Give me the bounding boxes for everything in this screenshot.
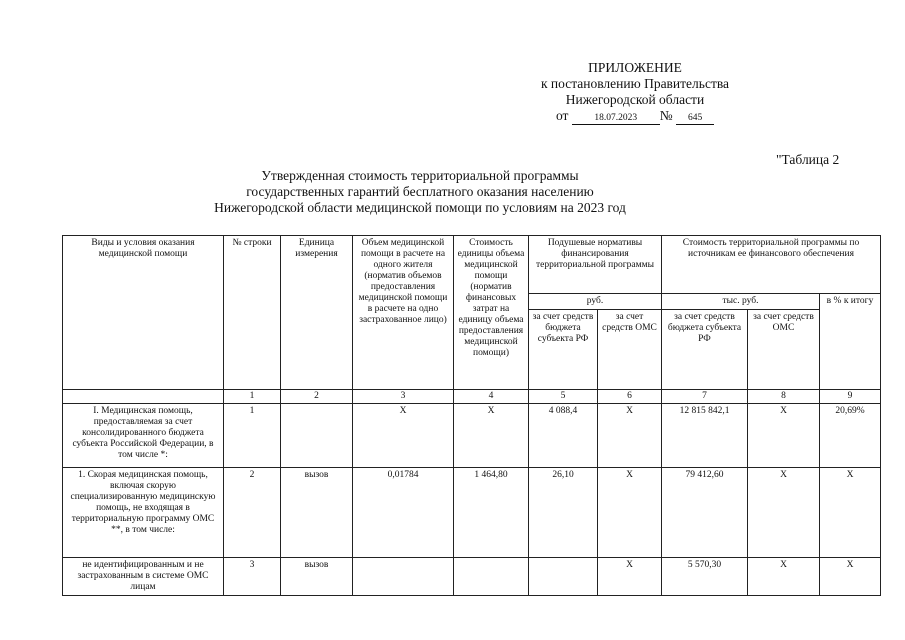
col-number: 2 xyxy=(281,390,353,404)
row-name: не идентифицированным и не застрахованным в системе ОМС лицам xyxy=(63,558,224,596)
row-oms-thous: X xyxy=(748,468,820,558)
header-rub: руб. xyxy=(529,294,662,310)
header-kinds: Виды и условия оказания медицинской помощи xyxy=(63,236,224,390)
decree-number: 645 xyxy=(676,112,714,125)
col-number: 7 xyxy=(662,390,748,404)
column-numbers-row xyxy=(63,390,881,404)
title-line-2: государственных гарантий бесплатного оказания населению xyxy=(246,184,594,199)
row-budget-rub xyxy=(529,558,598,596)
appendix-header xyxy=(470,60,800,125)
row-oms-thous: X xyxy=(748,558,820,596)
header-percent-total: в % к итогу xyxy=(820,294,881,390)
header-row-1 xyxy=(63,236,881,294)
col-number: 1 xyxy=(224,390,281,404)
appendix-decree: к постановлению Правительства xyxy=(540,76,730,91)
row-volume xyxy=(353,558,454,596)
header-cost: Стоимость единицы объема медицинской помощи (норматив финансовых затрат на единицу объема предоставления медицинской помощи) xyxy=(454,236,529,390)
row-percent: 20,69% xyxy=(820,404,881,468)
header-budget-rf: за счет средств бюджета субъекта РФ xyxy=(529,310,598,390)
row-budget-thous: 12 815 842,1 xyxy=(662,404,748,468)
title-line-1: Утвержденная стоимость территориальной программы xyxy=(261,168,579,183)
row-oms-rub: X xyxy=(598,558,662,596)
row-volume: 0,01784 xyxy=(353,468,454,558)
row-no: 3 xyxy=(224,558,281,596)
appendix-date-line xyxy=(470,108,800,125)
appendix-title: ПРИЛОЖЕНИЕ xyxy=(588,60,682,75)
row-oms-thous: X xyxy=(748,404,820,468)
row-volume: X xyxy=(353,404,454,468)
col-number: 3 xyxy=(353,390,454,404)
col-number-blank xyxy=(63,390,224,404)
row-unit: вызов xyxy=(281,558,353,596)
document-title xyxy=(150,168,690,216)
header-volume: Объем медицинской помощи в расчете на одного жителя (норматив объемов предоставления медицинской помощи в расчете на одно застрахованное лицо) xyxy=(353,236,454,390)
header-unit: Единица измерения xyxy=(281,236,353,390)
header-per-capita: Подушевые нормативы финансирования территориальной программы xyxy=(529,236,662,294)
header-oms: за счет средств ОМС xyxy=(598,310,662,390)
row-cost: 1 464,80 xyxy=(454,468,529,558)
row-name: 1. Скорая медицинская помощь, включая скорую специализированную медицинскую помощь, не входящая в территориальную программу ОМС **, в том числе: xyxy=(63,468,224,558)
header-oms-thous: за счет средств ОМС xyxy=(748,310,820,390)
table-row xyxy=(63,558,881,596)
row-budget-rub: 26,10 xyxy=(529,468,598,558)
table-label: "Таблица 2 xyxy=(776,152,840,167)
number-sign: № xyxy=(659,108,673,123)
row-cost: X xyxy=(454,404,529,468)
col-number: 5 xyxy=(529,390,598,404)
date-prefix: от xyxy=(555,108,569,123)
title-line-3: Нижегородской области медицинской помощи по условиям на 2023 год xyxy=(214,200,626,215)
row-budget-rub: 4 088,4 xyxy=(529,404,598,468)
header-program-cost: Стоимость территориальной программы по источникам ее финансового обеспечения xyxy=(662,236,881,294)
cost-table xyxy=(62,235,881,596)
row-budget-thous: 5 570,30 xyxy=(662,558,748,596)
col-number: 9 xyxy=(820,390,881,404)
row-percent: X xyxy=(820,468,881,558)
row-unit: вызов xyxy=(281,468,353,558)
col-number: 4 xyxy=(454,390,529,404)
appendix-region: Нижегородской области xyxy=(565,92,705,107)
table-row xyxy=(63,468,881,558)
row-oms-rub: X xyxy=(598,404,662,468)
row-no: 2 xyxy=(224,468,281,558)
row-unit xyxy=(281,404,353,468)
header-row-no: № строки xyxy=(224,236,281,390)
table-row xyxy=(63,404,881,468)
decree-date: 18.07.2023 xyxy=(572,112,660,125)
row-oms-rub: X xyxy=(598,468,662,558)
row-name: I. Медицинская помощь, предоставляемая за счет консолидированного бюджета субъекта Российской Федерации, в том числе *: xyxy=(63,404,224,468)
row-no: 1 xyxy=(224,404,281,468)
header-thous-rub: тыс. руб. xyxy=(662,294,820,310)
row-cost xyxy=(454,558,529,596)
row-percent: X xyxy=(820,558,881,596)
header-budget-rf-thous: за счет средств бюджета субъекта РФ xyxy=(662,310,748,390)
col-number: 8 xyxy=(748,390,820,404)
row-budget-thous: 79 412,60 xyxy=(662,468,748,558)
col-number: 6 xyxy=(598,390,662,404)
